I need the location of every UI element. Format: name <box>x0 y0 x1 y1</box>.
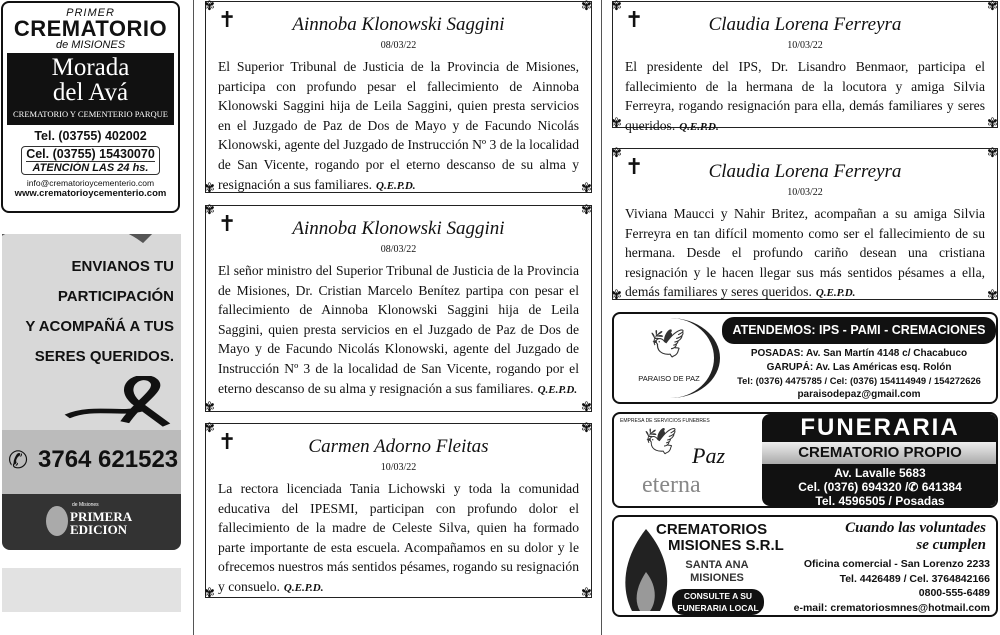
paz-eterna-logo-eterna: eterna <box>642 472 701 498</box>
qepd: Q.E.P.D. <box>376 179 416 192</box>
mourning-ribbon-icon <box>62 376 177 428</box>
ad-paz-eterna <box>612 412 998 508</box>
ornament-icon: ✾ <box>987 287 998 302</box>
obituary-notice <box>204 420 592 600</box>
ad-de-misiones: de MISIONES <box>55 39 126 51</box>
obituary-date: 08/03/22 <box>380 244 417 255</box>
ad-name-line2: del Avá <box>52 79 129 106</box>
column-divider <box>601 0 602 635</box>
obituary-text <box>218 57 579 196</box>
ornament-icon: ✾ <box>581 399 592 414</box>
paz-eterna-info <box>762 414 998 506</box>
crematorio-propio: CREMATORIO PROPIO <box>762 442 998 464</box>
ad-crematorios-misiones <box>612 515 998 617</box>
ornament-icon: ✾ <box>581 0 592 13</box>
paz-eterna-tel: Tel. 4596505 / Posadas <box>815 494 945 508</box>
ornament-icon: ✾ <box>581 180 592 195</box>
ad-crematorio: CREMATORIO <box>13 16 168 41</box>
paraiso-contact: POSADAS: Av. San Martín 4148 c/ Chacabuco GARUPÁ: Av. Las Américas esq. Rolón Tel: (0376) 4475785 / Cel: (0376) 154114949 / 154272626 paraisodepaz@gmail.com <box>737 348 981 400</box>
obituary-body: La rectora licenciada Tania Lichowski y toda la comunidad educativa del IPESMI, participan con profundo dolor el fallecimiento de la madre de Celeste Silva, quien ha formado parte importante de esta escuela. Acompañamos en su dolor y le ofrecemos nuestros más sentidos pésames, rogando su resignación y consuelo. <box>218 481 579 594</box>
paz-eterna-arc-text: EMPRESA DE SERVICIOS FUNEBRES <box>620 418 710 424</box>
paraiso-logo <box>620 318 720 398</box>
qepd: Q.E.P.D. <box>537 383 578 396</box>
obituary-date: 10/03/22 <box>380 462 417 473</box>
obituary-text <box>218 261 579 400</box>
obituary-body: El señor ministro del Superior Tribunal de Justicia de la Provincia de Misiones, Dr. Cristian Marcelo Benítez partipa con pesar el fallecimiento de Ainnoba Klonowski Saggini hija de Leila Saggini, quien presta servicios en el Juzgado de Paz de Dos de Mayo y de Facundo Nicolás Klonowski, agente del Juzgado de Instrucción Nº 3 de la localidad de San Vicente, rogando por el eterno descanso de su alma y resignación a sus familiares. <box>218 263 579 396</box>
deceased-name: Ainnoba Klonowski Saggini <box>292 218 505 239</box>
deceased-name: Ainnoba Klonowski Saggini <box>292 14 505 35</box>
ad-primera-edicion <box>2 234 181 550</box>
ornament-icon: ✾ <box>204 399 215 414</box>
ad-subtitle: CREMATORIO Y CEMENTERIO PARQUE <box>13 109 168 119</box>
deceased-name: Claudia Lorena Ferreyra <box>708 161 902 182</box>
qepd: Q.E.P.D. <box>679 120 719 133</box>
whatsapp-icon: ✆ <box>8 446 29 474</box>
paraiso-logo-text: PARAISO DE PAZ <box>638 374 700 383</box>
grey-placeholder <box>2 568 181 612</box>
obituary-notice <box>611 0 998 133</box>
cross-icon: ✝ <box>625 155 644 180</box>
ad-name-line1: Morada <box>51 54 130 81</box>
ornament-icon: ✾ <box>581 585 592 600</box>
ad-atencion: ATENCIÓN LAS 24 hs. <box>32 162 149 174</box>
obituary-body: El presidente del IPS, Dr. Lisandro Benmaor, participa el fallecimiento de la hermana de la locutora y amiga Silvia Ferreyra, rogando resignación para ella, demás familiares y seres queridos. <box>625 59 985 133</box>
ad-cel: Cel. (03755) 15430070 <box>26 147 155 161</box>
ornament-icon: ✾ <box>204 585 215 600</box>
crematorios-name: CREMATORIOS MISIONES S.R.L <box>656 521 784 554</box>
consulte-badge: CONSULTE A SU FUNERARIA LOCAL <box>672 589 764 615</box>
ad-tel: Tel. (03755) 402002 <box>34 129 147 143</box>
ad-phone: 3764 621523 <box>38 446 179 473</box>
cross-icon: ✝ <box>218 8 237 33</box>
crematorios-contact: Oficina comercial - San Lorenzo 2233 Tel. 4426489 / Cel. 3764842166 0800-555-6489 e-mail: crematoriosmnes@hotmail.com <box>793 558 990 614</box>
obituary-body: Viviana Maucci y Nahir Britez, acompañan a su amiga Silvia Ferreyra en tan difícil momento como ser el fallecimiento de su hermana. Desde el profundo cariño desean una cristiana resignación y le hacen llegar sus más sentidos pésames a ella, demás familiares y seres queridos. <box>625 206 985 300</box>
qepd: Q.E.P.D. <box>815 287 856 300</box>
obituary-body: El Superior Tribunal de Justicia de la Provincia de Misiones, participa con profundo pesar el fallecimiento de Ainnoba Klonowski Saggini hija de Leila Saggini, quien presta servicios en el Juzgado de Paz de Dos de Mayo y de Facundo Nicolás Klonowski, agente del Juzgado de Instrucción Nº 3 de la localidad de San Vicente, rogando por el eterno descanso de su alma y resignación a sus familiares. <box>218 59 579 192</box>
ornament-icon: ✾ <box>611 145 622 160</box>
ornament-icon: ✾ <box>204 420 215 435</box>
ornament-icon: ✾ <box>987 145 998 160</box>
qepd: Q.E.P.D. <box>283 581 324 594</box>
ad-paraiso-de-paz <box>612 312 998 404</box>
deceased-name: Carmen Adorno Fleitas <box>308 436 489 457</box>
ad-message: ENVIANOS TU PARTICIPACIÓN Y ACOMPAÑÁ A TUS SERES QUERIDOS. <box>25 258 174 365</box>
paz-eterna-logo-paz: Paz <box>692 443 725 468</box>
cross-icon: ✝ <box>218 430 237 455</box>
crematorios-location: SANTA ANA MISIONES <box>685 559 749 584</box>
cross-icon: ✝ <box>625 8 644 33</box>
paz-eterna-address: Av. Lavalle 5683 <box>834 466 926 480</box>
ornament-icon: ✾ <box>987 0 998 13</box>
ornament-icon: ✾ <box>204 0 215 13</box>
ornament-icon: ✾ <box>611 287 622 302</box>
ad-morada-del-ava <box>1 1 180 213</box>
logo-small-text: de Misiones <box>72 502 99 508</box>
obituary-date: 10/03/22 <box>787 187 823 198</box>
obituary-notice <box>205 1 592 193</box>
logo-band <box>2 494 181 550</box>
paz-eterna-cel: Cel. (0376) 694320 /✆ 641384 <box>798 480 962 494</box>
column-divider <box>193 0 194 635</box>
ornament-icon: ✾ <box>204 202 215 217</box>
ad-cel-box <box>21 146 160 175</box>
ornament-icon: ✾ <box>204 180 215 195</box>
logo-emblem-icon <box>46 506 68 536</box>
ornament-icon: ✾ <box>581 420 592 435</box>
funeraria-title: FUNERARIA <box>800 414 960 441</box>
ad-web: www.crematorioycementerio.com <box>14 188 167 199</box>
ornament-icon: ✾ <box>987 115 998 130</box>
obituary-date: 08/03/22 <box>380 40 417 51</box>
phone-band <box>2 430 181 494</box>
obituary-notice <box>611 145 998 302</box>
dove-icon: 🕊 <box>644 427 678 457</box>
crematorios-slogan: Cuando las voluntades se cumplen <box>845 520 986 553</box>
obituary-notice <box>204 202 592 414</box>
paraiso-banner: ATENDEMOS: IPS - PAMI - CREMACIONES <box>722 317 996 344</box>
obituary-text <box>218 479 579 599</box>
ornament-icon: ✾ <box>581 202 592 217</box>
ornament-icon: ✾ <box>611 0 622 13</box>
ornament-icon: ✾ <box>611 115 622 130</box>
obituary-date: 10/03/22 <box>787 40 823 51</box>
dove-icon: 🕊 <box>650 327 686 360</box>
ad-morada-block <box>7 53 174 125</box>
primera-edicion-logo: PRIMERA EDICION <box>70 509 133 537</box>
ad-email: info@crematorioycementerio.com <box>26 178 155 188</box>
ad-primer: PRIMER <box>66 7 115 19</box>
cross-icon: ✝ <box>218 212 237 237</box>
deceased-name: Claudia Lorena Ferreyra <box>708 14 902 35</box>
obituary-text <box>625 204 985 304</box>
obituary-text <box>625 57 985 137</box>
